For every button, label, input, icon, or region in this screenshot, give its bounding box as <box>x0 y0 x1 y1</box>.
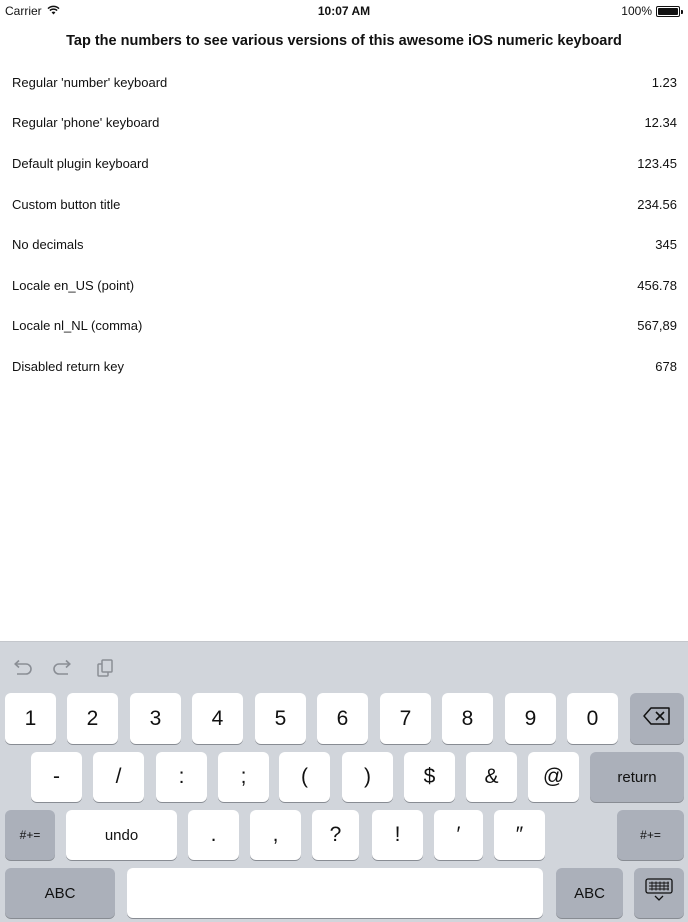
row-label: Locale nl_NL (comma) <box>12 318 143 334</box>
status-right <box>621 4 680 18</box>
key-1[interactable]: 1 <box>5 693 56 744</box>
key-close-paren[interactable]: ) <box>342 752 393 802</box>
key-prime[interactable]: ′ <box>434 810 483 860</box>
row-value[interactable]: 567,89 <box>637 318 677 334</box>
status-time: 10:07 AM <box>317 4 371 18</box>
key-double-prime[interactable]: ″ <box>494 810 545 860</box>
keyboard-dismiss-icon <box>645 878 673 908</box>
row-label: Locale en_US (point) <box>12 277 135 293</box>
dismiss-keyboard-key[interactable] <box>634 868 684 918</box>
key-3[interactable]: 3 <box>130 693 181 744</box>
key-comma[interactable]: , <box>250 810 301 860</box>
key-0[interactable]: 0 <box>567 693 618 744</box>
carrier-label: Carrier <box>5 4 42 18</box>
row-label: Custom button title <box>12 196 121 212</box>
row-label: Regular 'phone' keyboard <box>12 115 160 131</box>
key-6[interactable]: 6 <box>317 693 368 744</box>
keyboard-toolbar <box>0 642 688 690</box>
backspace-icon <box>643 707 671 731</box>
row-value[interactable]: 234.56 <box>637 196 677 212</box>
key-slash[interactable]: / <box>93 752 144 802</box>
key-at[interactable]: @ <box>528 752 579 802</box>
undo-icon[interactable] <box>10 658 34 678</box>
key-ampersand[interactable]: & <box>466 752 517 802</box>
symbols-key-right[interactable]: #+= <box>617 810 684 860</box>
row-value[interactable]: 456.78 <box>637 277 677 293</box>
row-label: Regular 'number' keyboard <box>12 74 168 90</box>
list-item[interactable] <box>0 306 688 347</box>
row-label: No decimals <box>12 237 84 253</box>
symbols-key-left[interactable]: #+= <box>5 810 55 860</box>
key-5[interactable]: 5 <box>255 693 306 744</box>
key-7[interactable]: 7 <box>380 693 431 744</box>
key-colon[interactable]: : <box>156 752 207 802</box>
row-value[interactable]: 678 <box>655 358 677 374</box>
key-semicolon[interactable]: ; <box>218 752 269 802</box>
status-bar <box>0 0 688 22</box>
row-value[interactable]: 345 <box>655 237 677 253</box>
numeric-keyboard <box>0 641 688 922</box>
list-item[interactable] <box>0 346 688 387</box>
battery-icon <box>656 6 680 17</box>
list-item[interactable] <box>0 184 688 225</box>
row-label: Default plugin keyboard <box>12 155 149 171</box>
abc-key-right[interactable]: ABC <box>556 868 623 918</box>
key-period[interactable]: . <box>188 810 239 860</box>
key-question[interactable]: ? <box>312 810 359 860</box>
paste-icon[interactable] <box>93 658 117 678</box>
list-item[interactable] <box>0 265 688 306</box>
undo-key[interactable]: undo <box>66 810 177 860</box>
abc-key-left[interactable]: ABC <box>5 868 115 918</box>
key-dollar[interactable]: $ <box>404 752 455 802</box>
return-key[interactable]: return <box>590 752 684 802</box>
redo-icon[interactable] <box>51 658 75 678</box>
key-2[interactable]: 2 <box>67 693 118 744</box>
row-value[interactable]: 1.23 <box>651 74 677 90</box>
key-minus[interactable]: - <box>31 752 82 802</box>
key-open-paren[interactable]: ( <box>279 752 330 802</box>
key-exclamation[interactable]: ! <box>372 810 423 860</box>
page-title: Tap the numbers to see various versions of this awesome iOS numeric keyboard <box>66 33 622 49</box>
space-bar[interactable] <box>127 868 543 918</box>
key-8[interactable]: 8 <box>442 693 493 744</box>
list-item[interactable] <box>0 224 688 265</box>
row-label: Disabled return key <box>12 358 124 374</box>
delete-key[interactable] <box>630 693 684 744</box>
battery-percent: 100% <box>621 4 652 18</box>
row-value[interactable]: 123.45 <box>637 155 677 171</box>
key-4[interactable]: 4 <box>192 693 243 744</box>
list-item[interactable] <box>0 103 688 144</box>
key-9[interactable]: 9 <box>505 693 556 744</box>
number-list <box>0 62 688 387</box>
list-item[interactable] <box>0 143 688 184</box>
row-value[interactable]: 12.34 <box>644 115 677 131</box>
list-item[interactable] <box>0 62 688 103</box>
